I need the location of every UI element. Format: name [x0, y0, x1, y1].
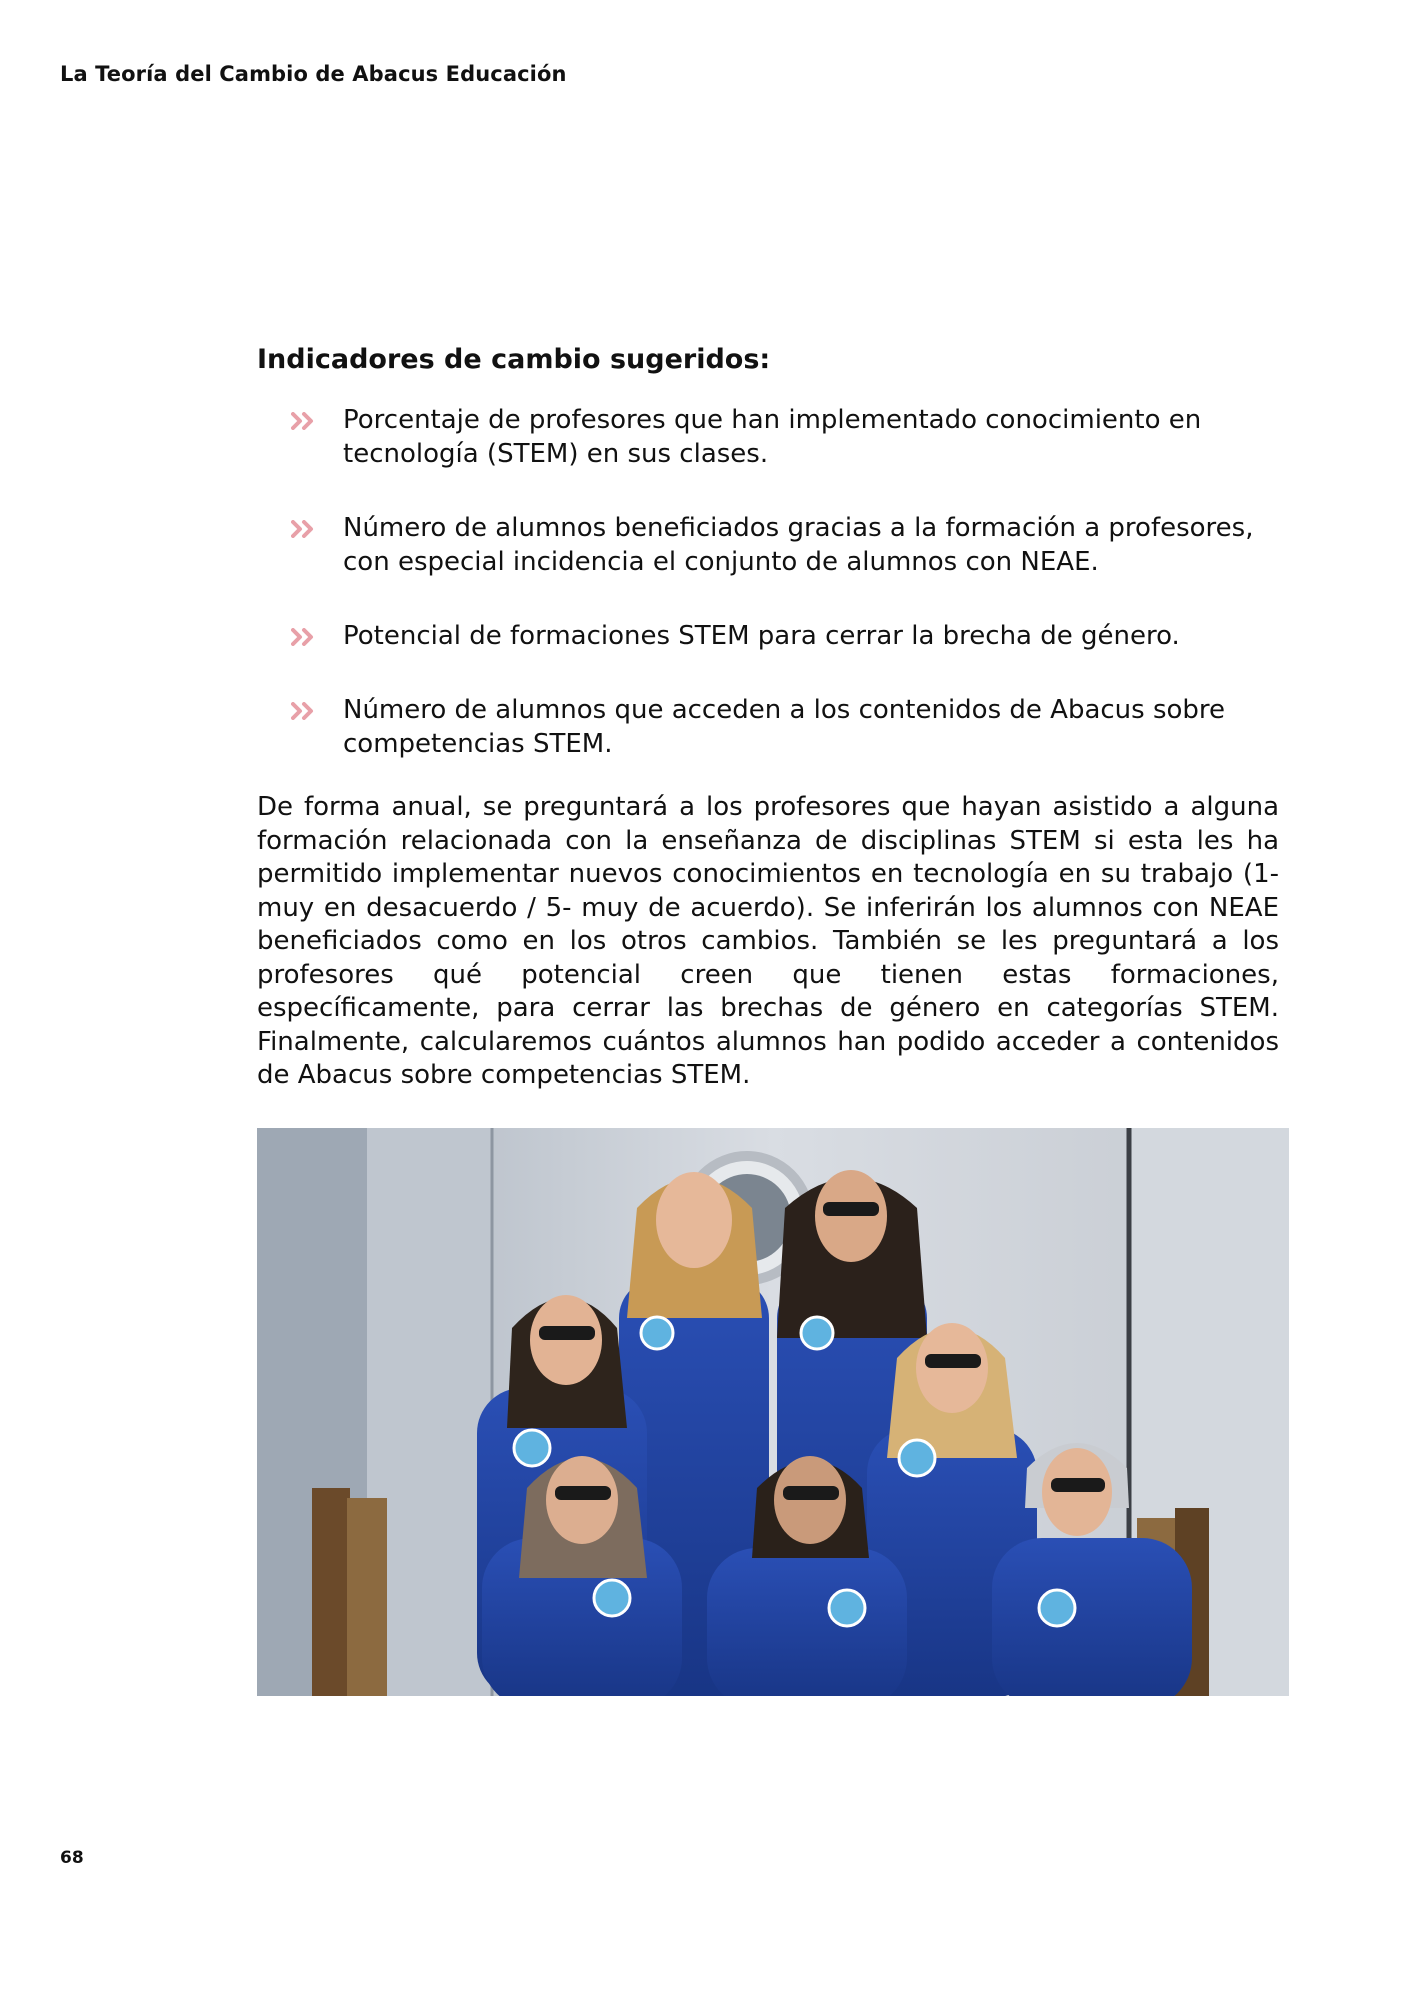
double-chevron-right-icon [291, 628, 317, 646]
double-chevron-right-icon [291, 702, 317, 720]
list-item [257, 693, 1287, 761]
double-chevron-right-icon [291, 520, 317, 538]
body-paragraph: De forma anual, se preguntará a los profesores que hayan asistido a alguna formación relacionada con la enseñanza de disciplinas STEM si esta les ha permitido implementar nuevos conocimientos en tecnología en su trabajo (1- muy en desacuerdo / 5- muy de acuerdo). Se inferirán los alumnos con NEAE beneficiados como en los otros cambios. También se les preguntará a los profesores qué potencial creen que tienen estas formaciones, específicamente, para cerrar las brechas de género en categorías STEM. Finalmente, calcularemos cuántos alumnos han podido acceder a contenidos de Abacus sobre competencias STEM. [257, 792, 1279, 1091]
list-item-text: Potencial de formaciones STEM para cerrar la brecha de género. [343, 621, 1180, 652]
list-item [257, 403, 1287, 471]
section-heading: Indicadores de cambio sugeridos: [257, 344, 771, 375]
indicator-list [257, 403, 1287, 761]
double-chevron-right-icon [291, 412, 317, 430]
running-header: La Teoría del Cambio de Abacus Educación [60, 62, 567, 86]
list-item [257, 511, 1287, 579]
group-photo [257, 1128, 1289, 1696]
list-item-text: Número de alumnos que acceden a los contenidos de Abacus sobre competencias STEM. [343, 695, 1226, 760]
page-number: 68 [60, 1848, 84, 1868]
main-content [257, 342, 1287, 1093]
list-item [257, 619, 1287, 653]
list-item-text: Porcentaje de profesores que han implementado conocimiento en tecnología (STEM) en sus clases. [343, 405, 1202, 470]
list-item-text: Número de alumnos beneficiados gracias a la formación a profesores, con especial incidencia el conjunto de alumnos con NEAE. [343, 513, 1254, 578]
group-photo-illustration [257, 1128, 1289, 1696]
